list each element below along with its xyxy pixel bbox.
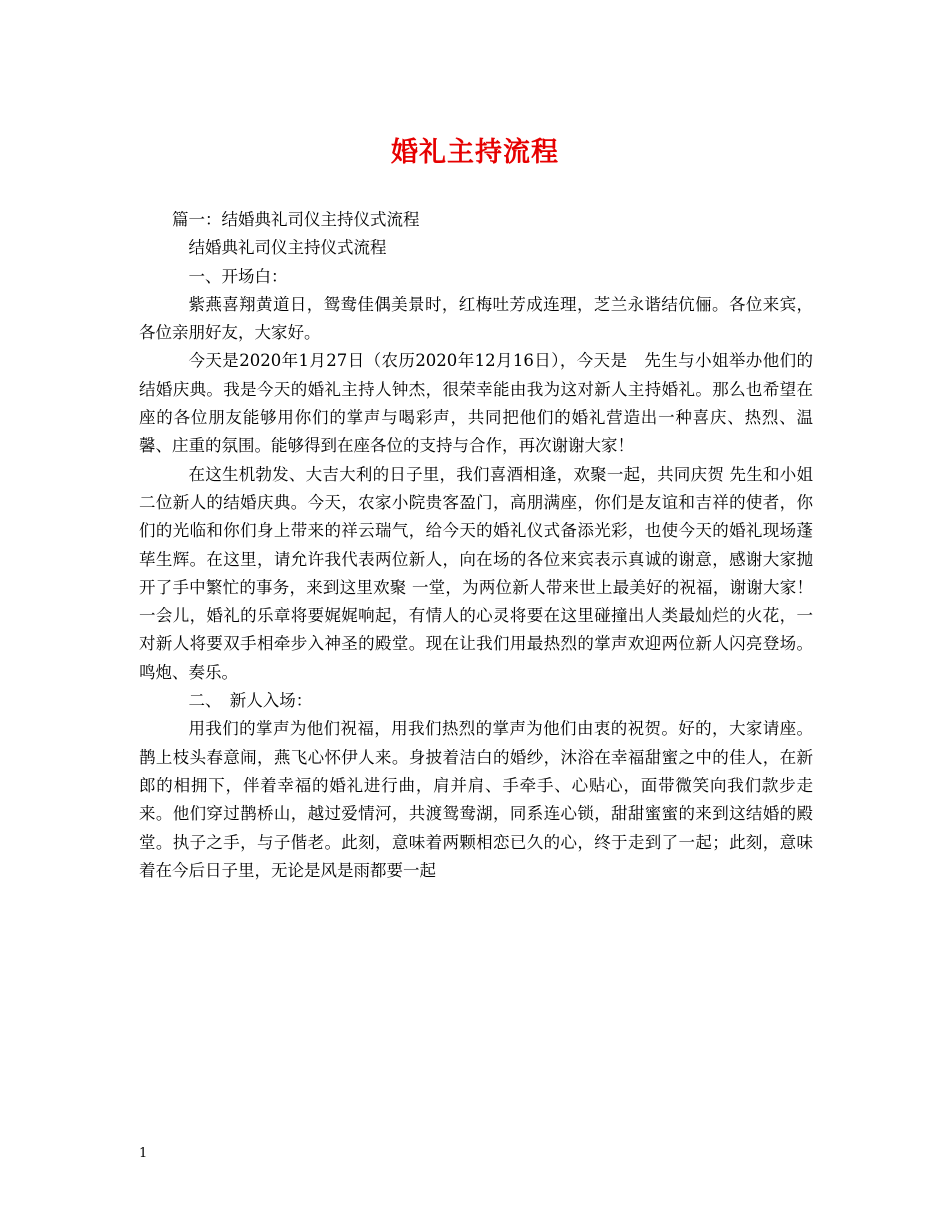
page-number: 1: [139, 1146, 148, 1161]
section-heading: 篇一：结婚典礼司仪主持仪式流程: [172, 210, 420, 229]
document-title: 婚礼主持流程: [391, 137, 559, 168]
part-heading-opening: 一、开场白：: [188, 266, 288, 286]
part-heading-entrance: 二、 新人入场：: [188, 691, 313, 711]
subsection-heading: 结婚典礼司仪主持仪式流程: [188, 238, 387, 258]
document-body: [139, 206, 813, 885]
body-paragraph: 紫燕喜翔黄道日，鸳鸯佳偶美景时，红梅吐芳成连理，芝兰永谐结伉俪。各位来宾，各位亲朋好友，大家好。: [139, 294, 813, 343]
body-paragraph: 今天是2020年1月27日（农历2020年12月16日），今天是 先生与小姐举办他们的结婚庆典。我是今天的婚礼主持人钟杰，很荣幸能由我为这对新人主持婚礼。那么也希望在座的各位朋友能够用你们的掌声与喝彩声，共同把他们的婚礼营造出一种喜庆、热烈、温馨、庄重的氛围。能够得到在座各位的支持与合作，再次谢谢大家！: [139, 351, 813, 456]
body-paragraph: 用我们的掌声为他们祝福，用我们热烈的掌声为他们由衷的祝贺。好的，大家请座。鹊上枝头春意闹，燕飞心怀伊人来。身披着洁白的婚纱，沐浴在幸福甜蜜之中的佳人，在新郎的相拥下，伴着幸福的婚礼进行曲，肩并肩、手牵手、心贴心，面带微笑向我们款步走来。他们穿过鹊桥山，越过爱情河，共渡鸳鸯湖，同系连心锁，甜甜蜜蜜的来到这结婚的殿堂。执子之手，与子偕老。此刻，意味着两颗相恋已久的心，终于走到了一起；此刻，意味着在今后日子里，无论是风是雨都要一起: [139, 719, 813, 880]
body-paragraph: 在这生机勃发、大吉大利的日子里，我们喜酒相逢，欢聚一起，共同庆贺 先生和小姐二位新人的结婚庆典。今天，农家小院贵客盈门，高朋满座，你们是友谊和吉祥的使者，你们的光临和你们身上带来的祥云瑞气，给今天的婚礼仪式备添光彩，也使今天的婚礼现场蓬荜生辉。在这里，请允许我代表两位新人，向在场的各位来宾表示真诚的谢意，感谢大家抛开了手中繁忙的事务，来到这里欢聚 一堂，为两位新人带来世上最美好的祝福，谢谢大家！一会儿，婚礼的乐章将要娓娓响起，有情人的心灵将要在这里碰撞出人类最灿烂的火花，一对新人将要双手相牵步入神圣的殿堂。现在让我们用最热烈的掌声欢迎两位新人闪亮登场。鸣炮、奏乐。: [139, 464, 813, 682]
